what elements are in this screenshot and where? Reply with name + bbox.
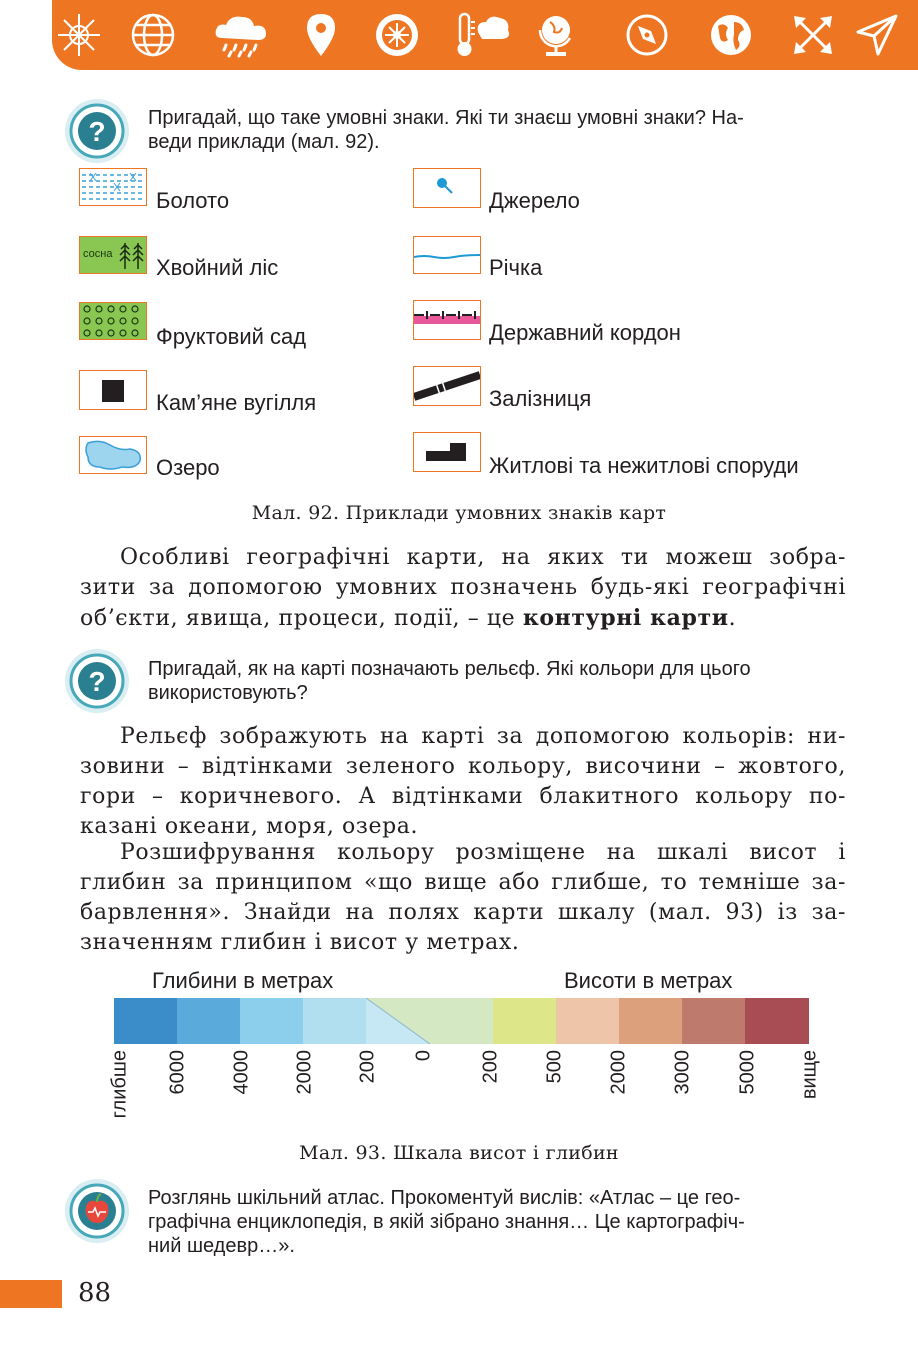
paragraph-1-line-3 xyxy=(80,603,846,634)
scale-tick-label: 0 xyxy=(412,1050,435,1062)
buildings-symbol xyxy=(413,432,481,472)
scale-tick-label: 3000 xyxy=(671,1050,694,1095)
task-line-1: Розглянь шкільний атлас. Прокоментуй вислів: «Атлас – це гео- xyxy=(148,1187,741,1209)
coal-symbol xyxy=(79,370,147,410)
contour-maps-term: контурні карти xyxy=(522,605,729,631)
scale-color-cell xyxy=(745,998,809,1044)
scale-tick-label: 2000 xyxy=(607,1050,630,1095)
legend-label-conifer-forest: Хвойний ліс xyxy=(156,255,279,280)
rain-cloud-icon xyxy=(212,12,272,58)
legend-label-spring: Джерело xyxy=(489,188,580,213)
orchard-symbol xyxy=(79,302,147,340)
task-text xyxy=(148,1186,848,1258)
world-globe-icon xyxy=(708,12,754,58)
paragraph-2-line-4: казані океани, моря, озера. xyxy=(80,814,419,839)
paragraph-contour-maps xyxy=(80,543,846,634)
legend-label-railway: Залізниця xyxy=(489,386,592,411)
scale-color-cell xyxy=(682,998,746,1044)
height-scale-title: Висоти в метрах xyxy=(564,968,733,993)
paragraph-3-line-1: Розшифрування кольору розміщене на шкалі висот і xyxy=(120,840,846,865)
arrows-icon xyxy=(790,12,836,58)
legend-label-border: Державний кордон xyxy=(489,320,681,345)
figure-92-caption: Мал. 92. Приклади умовних знаків карт xyxy=(251,502,667,524)
swamp-symbol xyxy=(79,168,147,206)
paragraph-1-line-3-end: . xyxy=(728,606,737,631)
scale-color-cell xyxy=(430,998,494,1044)
legend-label-orchard: Фруктовий сад xyxy=(156,324,307,349)
scale-tick-label: 4000 xyxy=(230,1050,253,1095)
paragraph-2-line-2: зовини – відтінками зеленого кольору, височини – жовтого, xyxy=(80,754,846,779)
scale-tick-label: 500 xyxy=(543,1050,566,1084)
scale-color-cell xyxy=(366,998,430,1044)
scale-tick-label: 2000 xyxy=(293,1050,316,1095)
paragraph-2-line-1: Рельєф зображують на карті за допомогою кольорів: ни- xyxy=(120,724,846,749)
svg-text:?: ? xyxy=(88,666,106,697)
header-bar xyxy=(52,0,918,70)
paragraph-3-line-4: значенням глибин і висот у метрах. xyxy=(80,930,520,955)
question-1-line-2: веди приклади (мал. 92). xyxy=(148,131,380,153)
river-symbol xyxy=(413,236,481,274)
paragraph-3-line-2: глибин за принципом «що вище або глибше, то темніше за- xyxy=(80,870,846,895)
scale-color-cell xyxy=(493,998,557,1044)
page-number-tab xyxy=(0,1280,62,1308)
scale-color-cell xyxy=(240,998,304,1044)
compass-needle-icon xyxy=(624,12,670,58)
question-1-text xyxy=(148,106,848,154)
legend-label-buildings: Житлові та нежитлові споруди xyxy=(489,453,799,478)
thermometer-icon xyxy=(452,12,512,58)
conifer-forest-symbol-text: сосна xyxy=(83,248,113,260)
question-badge-icon xyxy=(64,98,130,164)
spring-symbol xyxy=(413,168,481,208)
question-2-text xyxy=(148,657,848,705)
scale-tick-label: 5000 xyxy=(736,1050,759,1095)
scale-color-cell xyxy=(177,998,241,1044)
question-2-line-1: Пригадай, як на карті позначають рельєф. Які кольори для цього xyxy=(148,658,751,680)
task-line-3: ний шедевр…». xyxy=(148,1235,295,1257)
paragraph-1-line-3-text: об’єкти, явища, процеси, події, – це xyxy=(80,606,523,631)
scale-color-cell xyxy=(619,998,683,1044)
legend-label-lake: Озеро xyxy=(156,455,220,480)
page-number: 88 xyxy=(78,1278,112,1308)
paragraph-scale xyxy=(80,838,846,958)
scale-color-cell xyxy=(303,998,367,1044)
question-badge-icon xyxy=(64,648,130,714)
conifer-forest-symbol xyxy=(79,236,147,274)
scale-color-cell xyxy=(114,998,178,1044)
border-symbol xyxy=(413,300,481,340)
scale-tick-label: глибше xyxy=(108,1050,131,1119)
globe-stand-icon xyxy=(532,12,578,58)
task-line-2: графічна енциклопедія, в якій зібрано знання… Це картографіч- xyxy=(148,1211,745,1233)
compass-icon xyxy=(374,12,420,58)
railway-symbol xyxy=(413,366,481,406)
svg-text:?: ? xyxy=(88,116,106,147)
globe-grid-icon xyxy=(130,12,176,58)
figure-93-caption: Мал. 93. Шкала висот і глибин xyxy=(299,1142,619,1164)
scale-tick-label: 200 xyxy=(479,1050,502,1084)
scale-color-cell xyxy=(556,998,620,1044)
paragraph-3-line-3: барвлення». Знайди на полях карти шкалу (мал. 93) із за- xyxy=(80,900,846,925)
question-1-line-1: Пригадай, що таке умовні знаки. Які ти знаєш умовні знаки? На- xyxy=(148,107,744,129)
paragraph-2-line-3: гори – коричневого. А відтінками блакитного кольору по- xyxy=(80,784,846,809)
send-arrow-icon xyxy=(854,12,900,58)
map-pin-icon xyxy=(298,12,344,58)
legend-label-coal: Кам’яне вугілля xyxy=(156,390,317,415)
paragraph-1-line-2: зити за допомогою умовних позначень будь-які географічні xyxy=(80,575,846,600)
legend-label-swamp: Болото xyxy=(156,188,230,213)
compass-rose-icon xyxy=(56,12,102,58)
question-2-line-2: використовують? xyxy=(148,682,308,704)
legend-label-river: Річка xyxy=(489,255,543,280)
paragraph-1-line-1: Особливі географічні карти, на яких ти можеш зобра- xyxy=(120,545,846,570)
atlas-task-icon xyxy=(64,1178,130,1244)
scale-tick-label: вище xyxy=(798,1050,821,1100)
paragraph-relief xyxy=(80,722,846,842)
lake-symbol xyxy=(79,436,147,474)
scale-tick-label: 200 xyxy=(356,1050,379,1084)
depth-scale-title: Глибини в метрах xyxy=(152,968,334,993)
scale-tick-label: 6000 xyxy=(166,1050,189,1095)
